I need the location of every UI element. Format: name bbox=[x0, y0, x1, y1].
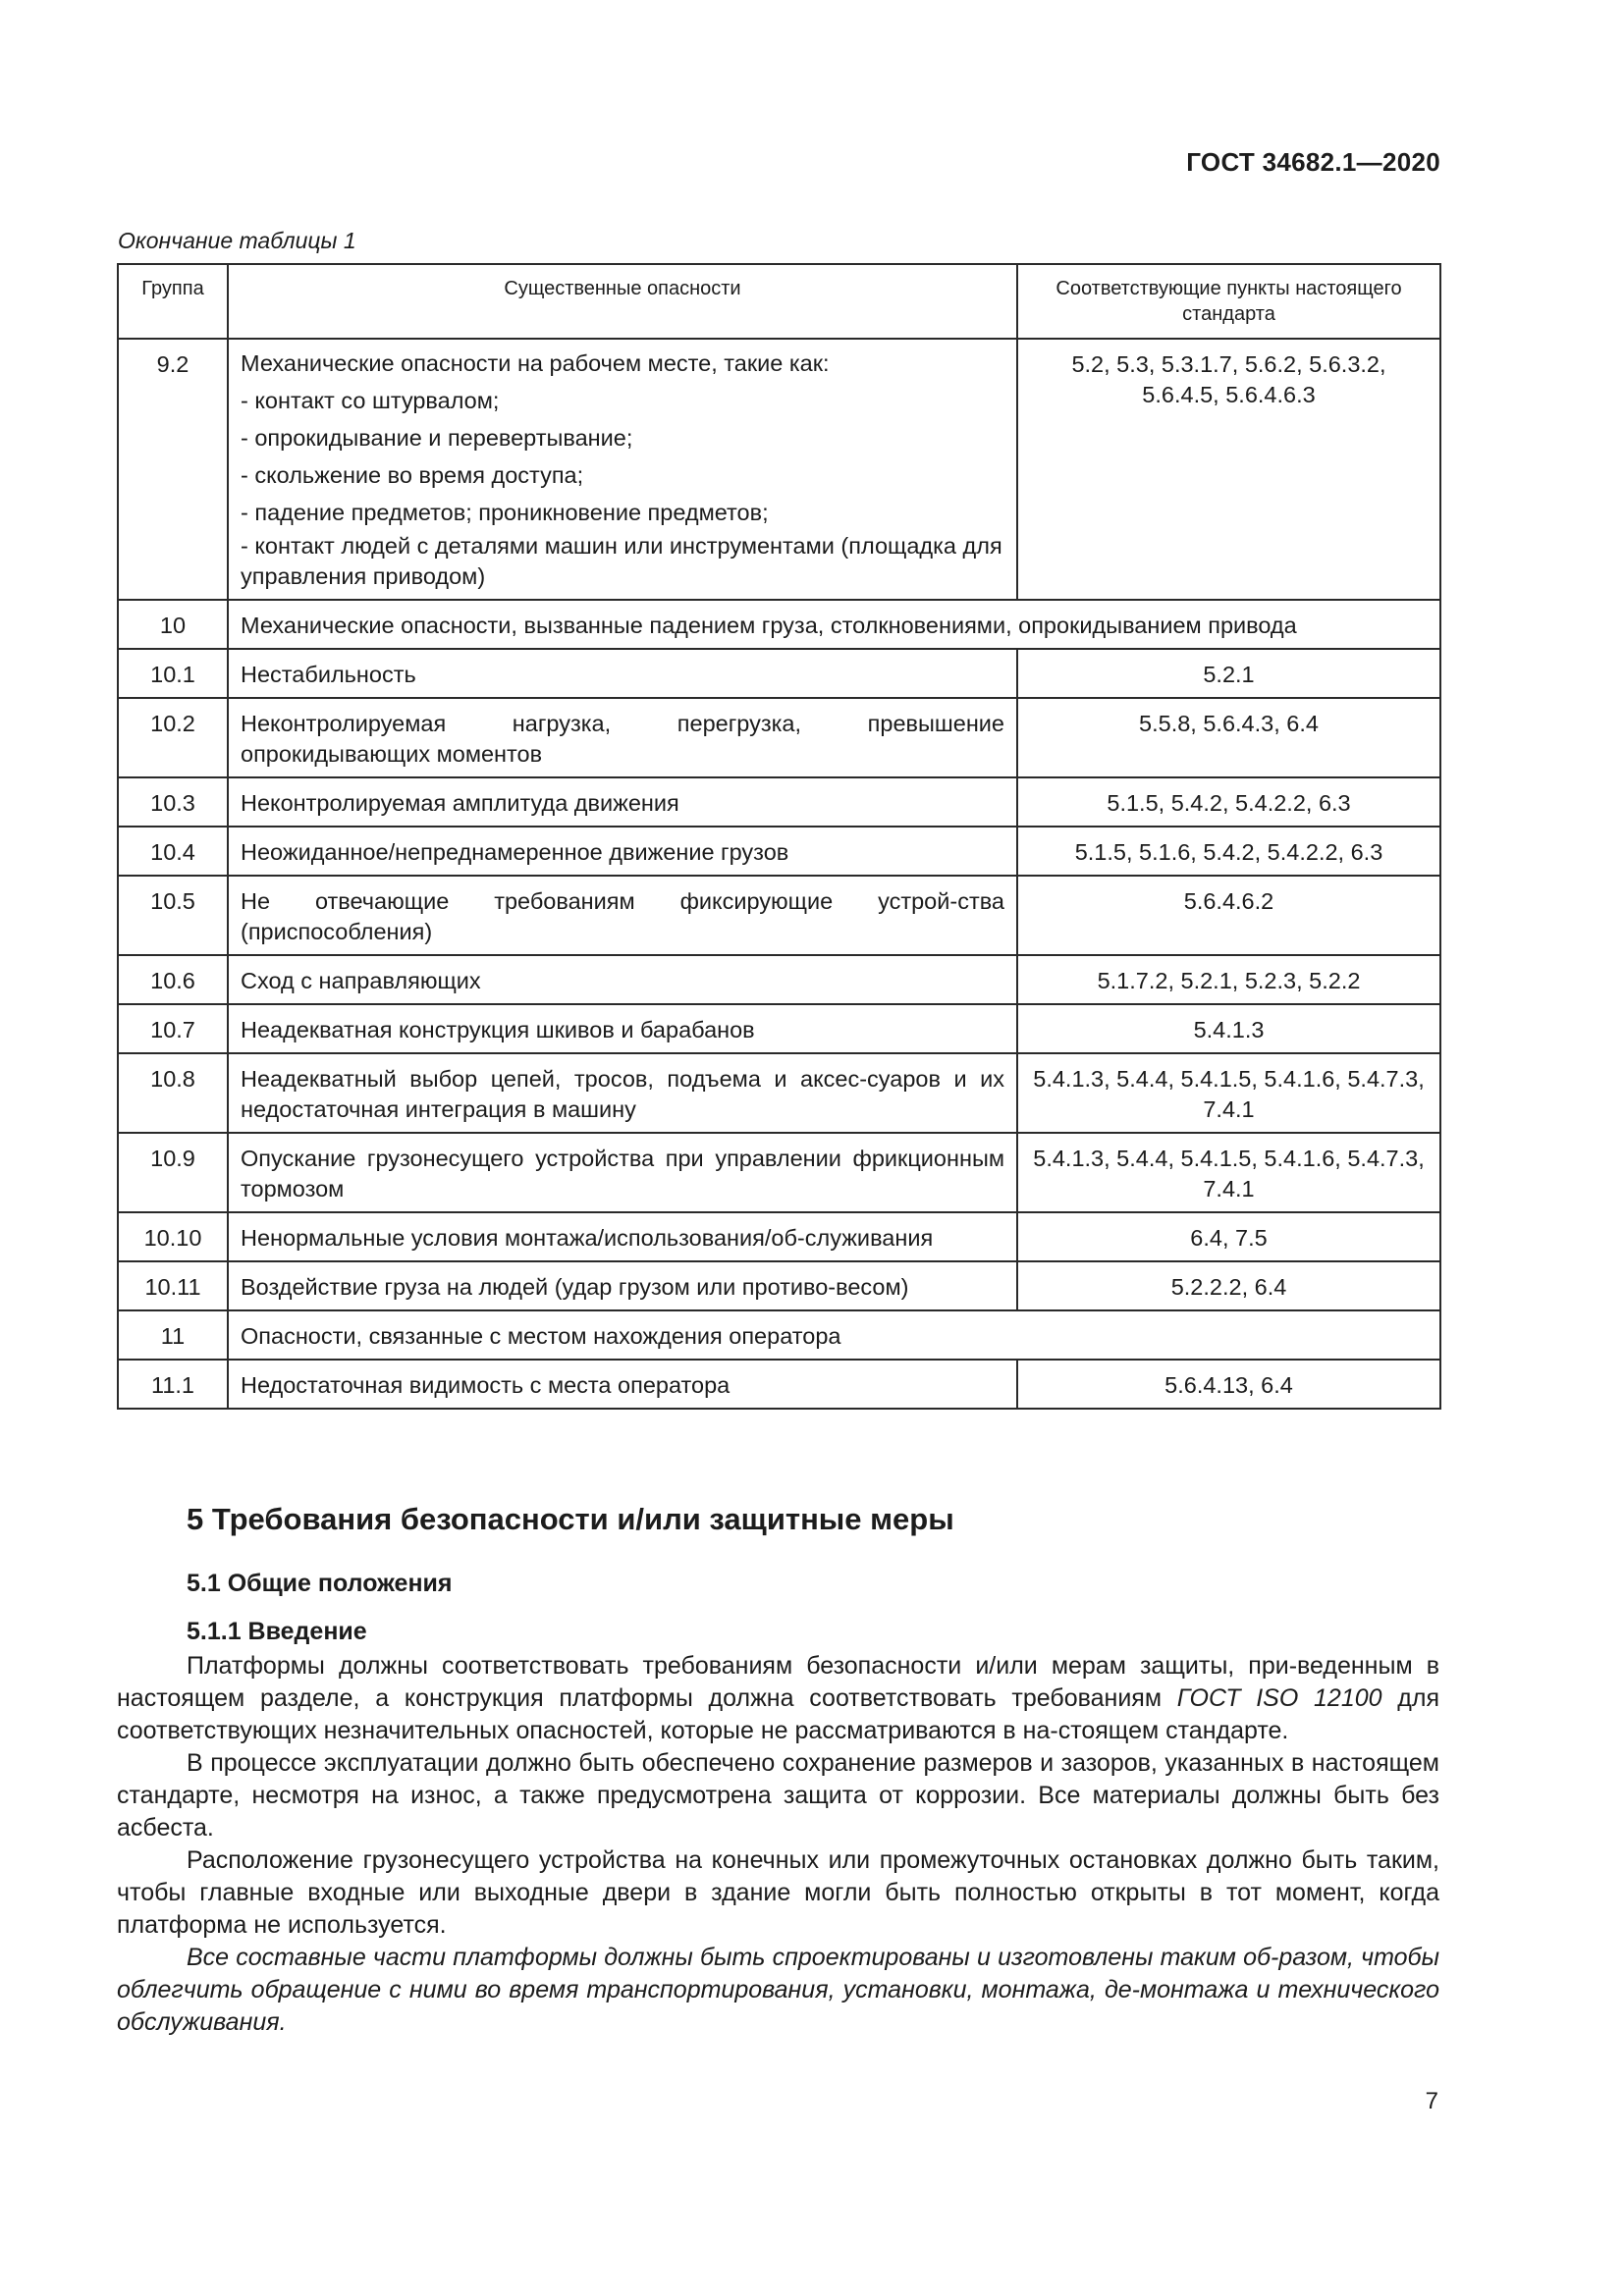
cell-refs: 5.1.5, 5.1.6, 5.4.2, 5.4.2.2, 6.3 bbox=[1017, 827, 1440, 876]
subsection-heading: 5.1 Общие положения bbox=[187, 1570, 453, 1597]
cell-refs: 5.2, 5.3, 5.3.1.7, 5.6.2, 5.6.3.2, 5.6.4.5, 5.6.4.6.3 bbox=[1017, 339, 1440, 600]
cell-refs: 5.6.4.6.2 bbox=[1017, 876, 1440, 955]
cell-refs: 5.2.1 bbox=[1017, 649, 1440, 698]
cell-group: 10.5 bbox=[118, 876, 228, 955]
hazard-line: - падение предметов; проникновение предметов; bbox=[241, 500, 769, 525]
cell-group: 11.1 bbox=[118, 1360, 228, 1409]
table-row bbox=[118, 1133, 1440, 1212]
table-row bbox=[118, 1212, 1440, 1261]
cell-hazard: Неожиданное/непреднамеренное движение грузов bbox=[228, 827, 1017, 876]
cell-refs: 5.1.5, 5.4.2, 5.4.2.2, 6.3 bbox=[1017, 777, 1440, 827]
table-row bbox=[118, 339, 1440, 600]
cell-refs: 5.1.7.2, 5.2.1, 5.2.3, 5.2.2 bbox=[1017, 955, 1440, 1004]
table-row bbox=[118, 827, 1440, 876]
section-body bbox=[117, 1650, 1439, 2039]
column-header-refs: Соответствующие пункты настоящего стандарта bbox=[1017, 264, 1440, 339]
table-row bbox=[118, 1004, 1440, 1053]
cell-group: 10.3 bbox=[118, 777, 228, 827]
cell-refs: 6.4, 7.5 bbox=[1017, 1212, 1440, 1261]
standard-reference: ГОСТ ISO 12100 bbox=[1176, 1684, 1382, 1712]
cell-hazard: Опускание грузонесущего устройства при управлении фрикционным тормозом bbox=[228, 1133, 1017, 1212]
cell-refs: 5.2.2.2, 6.4 bbox=[1017, 1261, 1440, 1310]
cell-group: 10.7 bbox=[118, 1004, 228, 1053]
table-row bbox=[118, 955, 1440, 1004]
cell-group: 10.4 bbox=[118, 827, 228, 876]
cell-group: 10.6 bbox=[118, 955, 228, 1004]
cell-hazard: Ненормальные условия монтажа/использования/об-служивания bbox=[228, 1212, 1017, 1261]
cell-hazard: Воздействие груза на людей (удар грузом или противо-весом) bbox=[228, 1261, 1017, 1310]
cell-refs: 5.6.4.13, 6.4 bbox=[1017, 1360, 1440, 1409]
table-caption: Окончание таблицы 1 bbox=[118, 228, 356, 253]
column-header-hazards: Существенные опасности bbox=[228, 264, 1017, 339]
table-row bbox=[118, 1360, 1440, 1409]
table-row bbox=[118, 876, 1440, 955]
cell-refs: 5.4.1.3 bbox=[1017, 1004, 1440, 1053]
cell-hazard: Неадекватная конструкция шкивов и барабанов bbox=[228, 1004, 1017, 1053]
cell-hazard: Неконтролируемая амплитуда движения bbox=[228, 777, 1017, 827]
section-heading: 5 Требования безопасности и/или защитные меры bbox=[187, 1502, 954, 1536]
cell-group: 10.11 bbox=[118, 1261, 228, 1310]
cell-group: 10.1 bbox=[118, 649, 228, 698]
table-header-row bbox=[118, 264, 1440, 339]
table-row bbox=[118, 600, 1440, 649]
cell-hazard: Нестабильность bbox=[228, 649, 1017, 698]
hazard-line: Механические опасности на рабочем месте, такие как: bbox=[241, 350, 830, 376]
paragraph-text: Платформы должны соответствовать требованиям безопасности и/или мерам защиты, при-веденным в настоящем разделе, а конструкция платформы должна соответствовать требованиям bbox=[117, 1652, 1439, 1712]
paragraph: Расположение грузонесущего устройства на конечных или промежуточных остановках должно быть таким, чтобы главные входные или выходные двери в здание могли быть полностью открыты в тот момент, когда платформа не используется. bbox=[117, 1846, 1439, 1939]
table-row bbox=[118, 777, 1440, 827]
table-row bbox=[118, 1310, 1440, 1360]
cell-group: 10 bbox=[118, 600, 228, 649]
hazard-line: - контакт людей с деталями машин или инструментами (площадка для управления приводом) bbox=[241, 533, 1002, 589]
paragraph: В процессе эксплуатации должно быть обеспечено сохранение размеров и зазоров, указанных в настоящем стандарте, несмотря на износ, а также предусмотрена защита от коррозии. Все материалы должны быть без асбеста. bbox=[117, 1749, 1439, 1842]
cell-group: 10.2 bbox=[118, 698, 228, 777]
cell-group: 10.10 bbox=[118, 1212, 228, 1261]
cell-hazard bbox=[228, 339, 1017, 600]
cell-hazard: Неконтролируемая нагрузка, перегрузка, превышение опрокидывающих моментов bbox=[228, 698, 1017, 777]
cell-hazard: Механические опасности, вызванные падением груза, столкновениями, опрокидыванием привода bbox=[228, 600, 1440, 649]
document-code: ГОСТ 34682.1—2020 bbox=[1186, 147, 1440, 177]
cell-hazard: Недостаточная видимость с места оператора bbox=[228, 1360, 1017, 1409]
cell-hazard: Неадекватный выбор цепей, тросов, подъема и аксес-суаров и их недостаточная интеграция в машину bbox=[228, 1053, 1017, 1133]
hazard-line: - скольжение во время доступа; bbox=[241, 462, 584, 488]
hazards-table bbox=[117, 263, 1441, 1410]
cell-group: 9.2 bbox=[118, 339, 228, 600]
subsubsection-heading: 5.1.1 Введение bbox=[187, 1618, 367, 1645]
table-row bbox=[118, 1053, 1440, 1133]
cell-group: 10.8 bbox=[118, 1053, 228, 1133]
paragraph-text: для соответствующих незначительных опасностей, которые не рассматриваются в на-стоящем стандарте. bbox=[117, 1684, 1439, 1744]
hazard-line: - опрокидывание и перевертывание; bbox=[241, 425, 633, 451]
cell-hazard: Опасности, связанные с местом нахождения оператора bbox=[228, 1310, 1440, 1360]
paragraph-italic: Все составные части платформы должны быть спроектированы и изготовлены таким об-разом, чтобы облегчить обращение с ними во время транспортирования, установки, монтажа, де-монтажа и технического обслуживания. bbox=[117, 1944, 1439, 2036]
hazard-line: - контакт со штурвалом; bbox=[241, 388, 500, 413]
cell-hazard: Не отвечающие требованиям фиксирующие устрой-ства (приспособления) bbox=[228, 876, 1017, 955]
table-row bbox=[118, 1261, 1440, 1310]
table-row bbox=[118, 649, 1440, 698]
cell-group: 11 bbox=[118, 1310, 228, 1360]
page-number: 7 bbox=[1425, 2088, 1438, 2114]
table-row bbox=[118, 698, 1440, 777]
cell-hazard: Сход с направляющих bbox=[228, 955, 1017, 1004]
paragraph bbox=[117, 1650, 1439, 1747]
cell-group: 10.9 bbox=[118, 1133, 228, 1212]
column-header-group: Группа bbox=[118, 264, 228, 339]
cell-refs: 5.4.1.3, 5.4.4, 5.4.1.5, 5.4.1.6, 5.4.7.3, 7.4.1 bbox=[1017, 1053, 1440, 1133]
cell-refs: 5.4.1.3, 5.4.4, 5.4.1.5, 5.4.1.6, 5.4.7.3, 7.4.1 bbox=[1017, 1133, 1440, 1212]
cell-refs: 5.5.8, 5.6.4.3, 6.4 bbox=[1017, 698, 1440, 777]
